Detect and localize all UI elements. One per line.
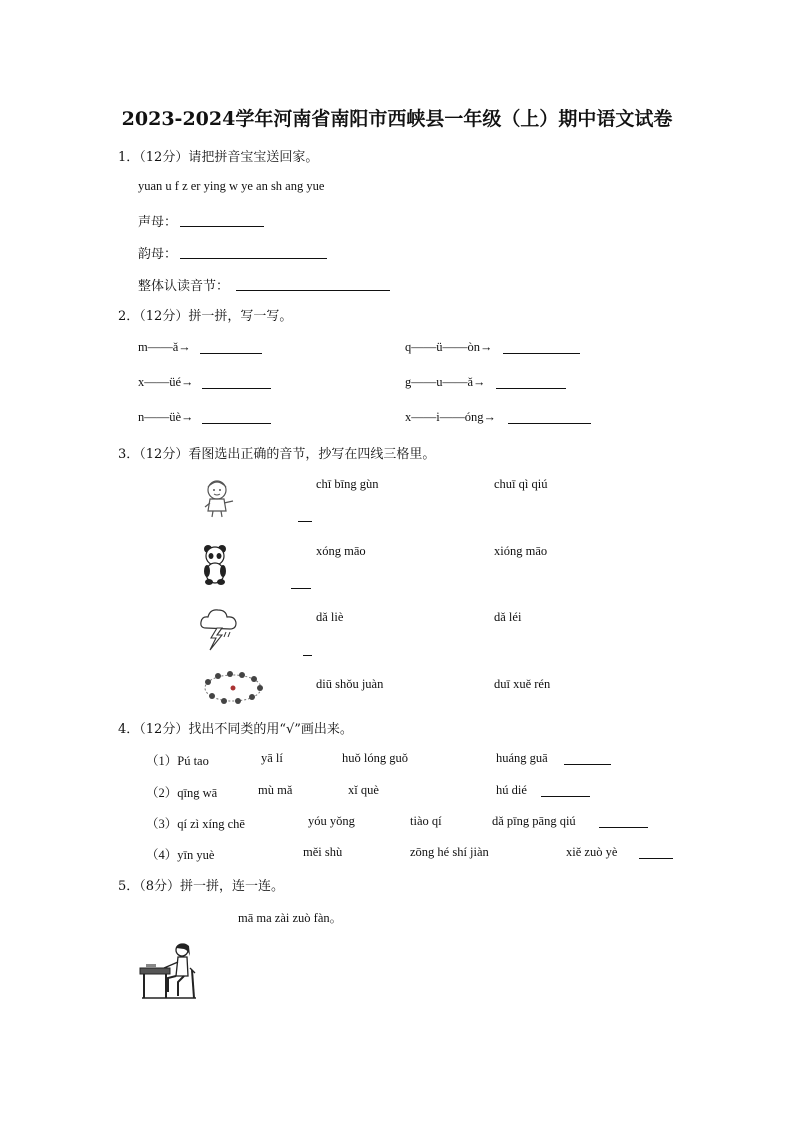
q4-row3-item2: yóu yǒng <box>308 814 355 828</box>
children-circle-icon <box>200 668 266 708</box>
q4-row1-blank[interactable] <box>564 764 611 765</box>
q2-blank-3[interactable] <box>202 388 271 389</box>
q3-row3-option-b: dǎ léi <box>494 610 522 624</box>
q4-row4-item1: （4）yīn yuè <box>146 848 215 862</box>
q1-yunmu-blank[interactable] <box>180 258 327 259</box>
q4-row3-blank[interactable] <box>599 827 648 828</box>
q2-blank-5[interactable] <box>202 423 271 424</box>
q1-shengmu-blank[interactable] <box>180 226 264 227</box>
q3-row1-option-b: chuī qì qiú <box>494 477 548 491</box>
q1-heading: 1．（12分）请把拼音宝宝送回家。 <box>118 150 319 165</box>
q3-heading: 3．（12分）看图选出正确的音节，抄写在四线三格里。 <box>118 447 436 462</box>
q3-row1-answer-line[interactable] <box>298 521 312 522</box>
q4-row2-item4: hú dié <box>496 783 527 797</box>
q2-item-6: x——i——óng→ <box>405 410 496 424</box>
q2-heading: 2．（12分）拼一拼，写一写。 <box>118 309 293 324</box>
q4-row4-item2: měi shù <box>303 845 343 859</box>
q3-row2-answer-line[interactable] <box>291 588 311 589</box>
q4-row4-blank[interactable] <box>639 858 673 859</box>
q4-heading: 4．（12分）找出不同类的用“√”画出来。 <box>118 722 353 737</box>
q3-row3-answer-line[interactable] <box>303 655 312 656</box>
q4-row3-item4: dǎ pīng pāng qiú <box>492 814 576 828</box>
q2-item-2: q——ü——òn→ <box>405 340 493 354</box>
q4-row3-item1: （3）qí zì xíng chē <box>146 817 245 831</box>
q1-zhengti-blank[interactable] <box>236 290 390 291</box>
q3-row3-option-a: dǎ liè <box>316 610 344 624</box>
girl-at-desk-icon <box>138 940 198 1002</box>
q4-row1-item4: huáng guā <box>496 751 548 765</box>
q2-blank-2[interactable] <box>503 353 580 354</box>
q1-yunmu-label: 韵母： <box>138 247 178 262</box>
q2-item-4: g——u——ǎ→ <box>405 375 486 389</box>
q3-row1-option-a: chī bīng gùn <box>316 477 379 491</box>
page-title: 2023-2024学年河南省南阳市西峡县一年级（上）期中语文试卷 <box>121 108 673 130</box>
q3-row4-option-b: duī xuě rén <box>494 677 551 691</box>
q4-row2-item3: xǐ què <box>348 783 379 797</box>
q1-zhengti-label: 整体认读音节： <box>138 279 230 294</box>
q2-item-5: n——üè→ <box>138 410 194 424</box>
panda-icon <box>200 544 230 586</box>
q4-row2-blank[interactable] <box>541 796 590 797</box>
q2-blank-1[interactable] <box>200 353 262 354</box>
q2-item-3: x——üé→ <box>138 375 194 389</box>
q5-heading: 5．（8分）拼一拼，连一连。 <box>118 879 285 894</box>
q3-row2-option-a: xóng māo <box>316 544 366 558</box>
q4-row3-item3: tiào qí <box>410 814 442 828</box>
q5-sentence: mā ma zài zuò fàn。 <box>238 911 343 925</box>
q4-row4-item3: zōng hé shí jiàn <box>410 845 489 859</box>
q1-pinyin-list: yuan u f z er ying w ye an sh ang yue <box>138 179 325 193</box>
q4-row2-item1: （2）qīng wā <box>146 786 218 800</box>
q4-row1-item1: （1）Pú tao <box>146 754 209 768</box>
thunder-cloud-icon <box>198 606 240 652</box>
q4-row2-item2: mù mǎ <box>258 783 293 797</box>
q4-row1-item3: huǒ lóng guǒ <box>342 751 408 765</box>
q4-row1-item2: yā lí <box>261 751 283 765</box>
q1-shengmu-label: 声母： <box>138 215 178 230</box>
child-icon <box>200 477 238 519</box>
q3-row2-option-b: xióng māo <box>494 544 548 558</box>
q3-row4-option-a: diū shǒu juàn <box>316 677 384 691</box>
q2-item-1: m——ǎ→ <box>138 340 191 354</box>
q2-blank-6[interactable] <box>508 423 591 424</box>
q4-row4-item4: xiě zuò yè <box>566 845 618 859</box>
q2-blank-4[interactable] <box>496 388 566 389</box>
